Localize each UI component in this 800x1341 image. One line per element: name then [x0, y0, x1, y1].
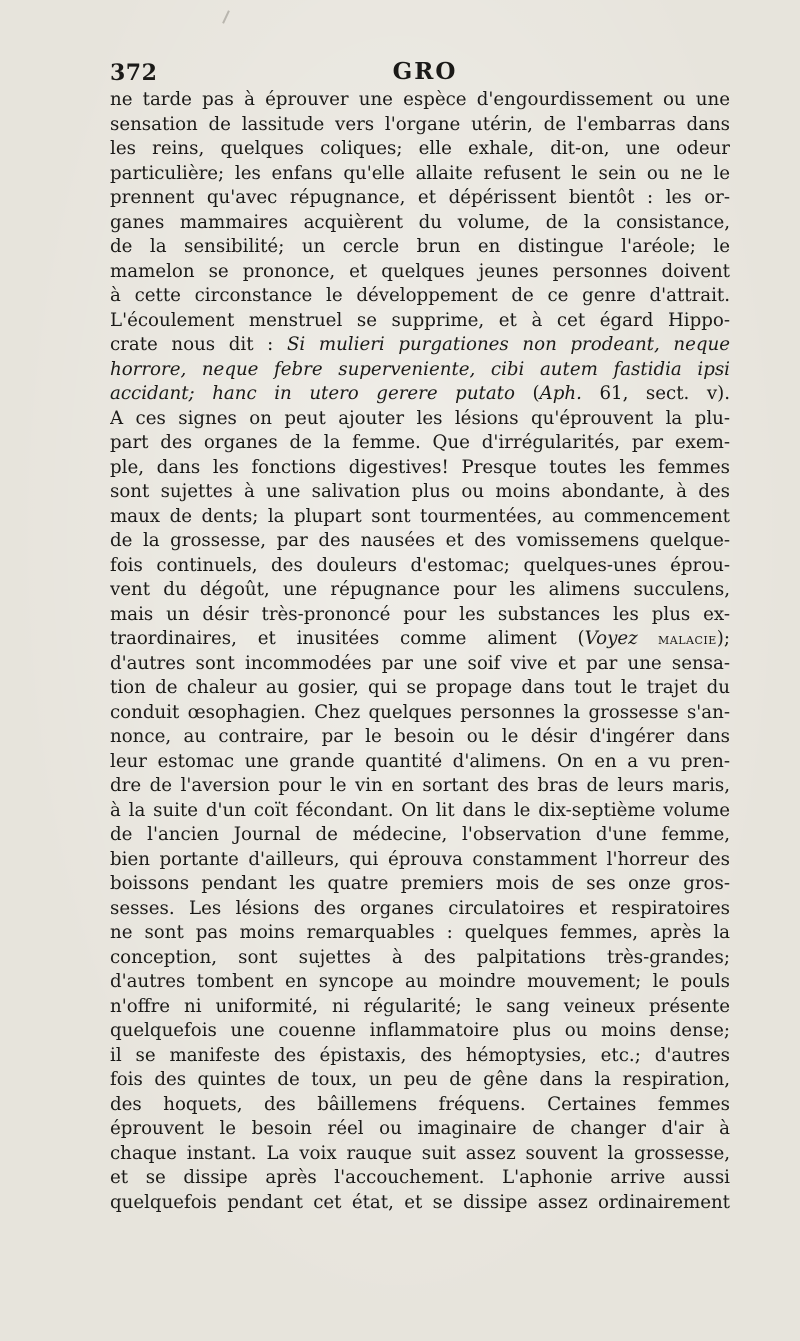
- text-line: et se dissipe après l'accouchement. L'aphonie arrive aussi: [110, 1167, 730, 1188]
- text-line: quelquefois pendant cet état, et se dissipe assez ordinairement: [110, 1191, 730, 1213]
- body-text: [110, 88, 730, 1215]
- text-line: leur estomac une grande quantité d'alimens. On en a vu pren-: [110, 750, 730, 772]
- text-line: mais un désir très-prononcé pour les substances les plus ex-: [110, 603, 730, 625]
- text-line: A ces signes on peut ajouter les lésions qu'éprouvent la plu-: [110, 407, 730, 429]
- ink-mark: [222, 10, 230, 24]
- citation-ref: Aph.: [539, 383, 582, 404]
- text-line: à cette circonstance le développement de ce genre d'attrait.: [110, 285, 730, 306]
- text-line: part des organes de la femme. Que d'irrégularités, par exem-: [110, 432, 730, 453]
- text-line: sont sujettes à une salivation plus ou moins abondante, à des: [110, 481, 730, 502]
- text-line: des hoquets, des bâillemens fréquens. Certaines femmes: [110, 1093, 730, 1115]
- text-line: les reins, quelques coliques; elle exhale, dit-on, une odeur: [110, 138, 730, 159]
- text-segment: );: [716, 628, 730, 649]
- text-segment: traordinaires, et inusitées comme aliment (: [110, 628, 585, 649]
- text-line: prennent qu'avec répugnance, et dépérissent bientôt : les or-: [110, 187, 730, 208]
- citation-open: (: [514, 383, 540, 404]
- latin-quote-line-end: [110, 382, 730, 407]
- text-line: conception, sont sujettes à des palpitations très-grandes;: [110, 946, 730, 968]
- text-line: d'autres tombent en syncope au moindre mouvement; le pouls: [110, 971, 730, 992]
- text-line: vent du dégoût, une répugnance pour les alimens succulens,: [110, 579, 730, 600]
- text-line: sesses. Les lésions des organes circulatoires et respiratoires: [110, 897, 730, 919]
- cross-reference: Voyez: [584, 628, 638, 649]
- text-line: ne tarde pas à éprouver une espèce d'engourdissement ou une: [110, 89, 730, 110]
- text-line: sensation de lassitude vers l'organe utérin, de l'embarras dans: [110, 113, 730, 135]
- text-line: fois continuels, des douleurs d'estomac; quelques-unes éprou-: [110, 554, 730, 576]
- text-line: dre de l'aversion pour le vin en sortant des bras de leurs maris,: [110, 775, 730, 796]
- text-line: bien portante d'ailleurs, qui éprouva constamment l'horreur des: [110, 848, 730, 870]
- text-line: conduit œsophagien. Chez quelques personnes la grossesse s'an-: [110, 701, 730, 723]
- text-line: particulière; les enfans qu'elle allaite refusent le sein ou ne le: [110, 162, 730, 184]
- latin-quote-line: horrore, neque febre superveniente, cibi autem fastidia ipsi: [110, 358, 730, 380]
- text-line: mamelon se prononce, et quelques jeunes personnes doivent: [110, 260, 730, 282]
- text-line: il se manifeste des épistaxis, des hémoptysies, etc.; d'autres: [110, 1044, 730, 1066]
- latin-quote: Si mulieri purgationes non prodeant, neque: [286, 334, 730, 355]
- text-line-with-reference: [110, 627, 730, 652]
- text-line: quelquefois une couenne inflammatoire plus ou moins dense;: [110, 1020, 730, 1041]
- text-line: éprouvent le besoin réel ou imaginaire de changer d'air à: [110, 1118, 730, 1139]
- text-line: boissons pendant les quatre premiers mois de ses onze gros-: [110, 873, 730, 894]
- text-line: chaque instant. La voix rauque suit assez souvent la grossesse,: [110, 1142, 730, 1164]
- text-line: de la sensibilité; un cercle brun en distingue l'aréole; le: [110, 236, 730, 257]
- text-line: à la suite d'un coït fécondant. On lit dans le dix-septième volume: [110, 799, 730, 821]
- text-line: ne sont pas moins remarquables : quelques femmes, après la: [110, 922, 730, 943]
- page-header: [110, 56, 740, 90]
- text-line: maux de dents; la plupart sont tourmentées, au commencement: [110, 505, 730, 527]
- text-line: fois des quintes de toux, un peu de gêne dans la respiration,: [110, 1069, 730, 1090]
- running-head: GRO: [392, 58, 458, 85]
- text-line: de l'ancien Journal de médecine, l'observation d'une femme,: [110, 824, 730, 845]
- text-line: n'offre ni uniformité, ni régularité; le sang veineux présente: [110, 995, 730, 1017]
- text-segment: crate nous dit :: [110, 334, 287, 355]
- page-number: 372: [110, 60, 158, 86]
- cross-reference-term: malacie: [637, 630, 717, 648]
- text-line: tion de chaleur au gosier, qui se propage dans tout le trajet du: [110, 677, 730, 698]
- latin-quote: accidant; hanc in utero gerere putato: [110, 383, 515, 404]
- text-line: ple, dans les fonctions digestives! Presque toutes les femmes: [110, 456, 730, 478]
- text-line: nonce, au contraire, par le besoin ou le désir d'ingérer dans: [110, 726, 730, 747]
- citation-section: 61, sect. v).: [581, 383, 730, 404]
- text-line-with-quote: [110, 333, 730, 358]
- text-line: de la grossesse, par des nausées et des vomissemens quelque-: [110, 530, 730, 551]
- text-line: d'autres sont incommodées par une soif vive et par une sensa-: [110, 652, 730, 674]
- text-line: ganes mammaires acquièrent du volume, de la consistance,: [110, 211, 730, 233]
- text-line: L'écoulement menstruel se supprime, et à cet égard Hippo-: [110, 309, 730, 331]
